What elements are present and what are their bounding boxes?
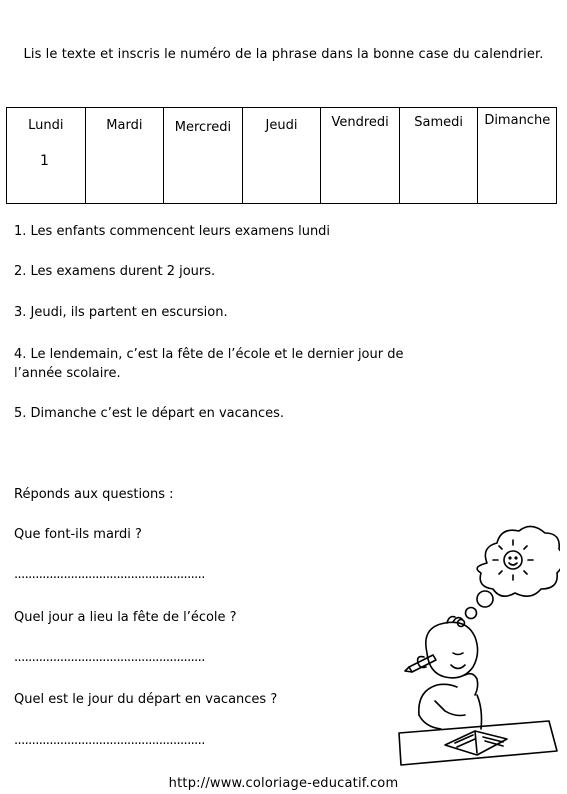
boy-reading-dreaming-of-sun-icon — [395, 525, 560, 770]
question-2: Quel jour a lieu la fête de l’école ? — [14, 610, 237, 625]
questions-title: Réponds aux questions : — [14, 487, 174, 502]
day-name: Vendredi — [331, 115, 389, 130]
calendar-cell-samedi[interactable] — [400, 108, 479, 203]
sentence-3: 3. Jeudi, ils partent en escursion. — [14, 305, 228, 320]
footer-url[interactable]: http://www.coloriage-educatif.com — [168, 776, 399, 791]
answer-line-2[interactable]: ...................................................... — [14, 650, 205, 665]
day-name: Jeudi — [265, 118, 298, 133]
instruction-text: Lis le texte et inscris le numéro de la phrase dans la bonne case du calendrier. — [23, 47, 544, 62]
day-name: Dimanche — [484, 113, 551, 128]
answer-line-1[interactable]: ...................................................... — [14, 567, 205, 582]
day-name: Mercredi — [174, 120, 232, 135]
sentence-5: 5. Dimanche c’est le départ en vacances. — [14, 406, 285, 421]
calendar-cell-dimanche[interactable] — [478, 108, 556, 203]
calendar-cell-mercredi[interactable] — [164, 108, 243, 203]
question-1: Que font-ils mardi ? — [14, 527, 142, 542]
sentence-2: 2. Les examens durent 2 jours. — [14, 264, 216, 279]
calendar-cell-vendredi[interactable] — [321, 108, 400, 203]
calendar-cell-jeudi[interactable] — [243, 108, 322, 203]
sentence-1: 1. Les enfants commencent leurs examens lundi — [14, 224, 331, 239]
sentence-4: 4. Le lendemain, c’est la fête de l’école et le dernier jour de l’année scolaire. — [14, 347, 404, 381]
day-name: Lundi — [28, 118, 64, 133]
day-name: Mardi — [106, 118, 143, 133]
day-number: 1 — [40, 153, 49, 169]
calendar-cell-mardi[interactable] — [86, 108, 165, 203]
answer-line-3[interactable]: ...................................................... — [14, 733, 205, 748]
calendar-cell-lundi[interactable] — [7, 108, 86, 203]
calendar-table — [6, 107, 557, 204]
day-name: Samedi — [414, 115, 464, 130]
question-3: Quel est le jour du départ en vacances ? — [14, 692, 278, 707]
